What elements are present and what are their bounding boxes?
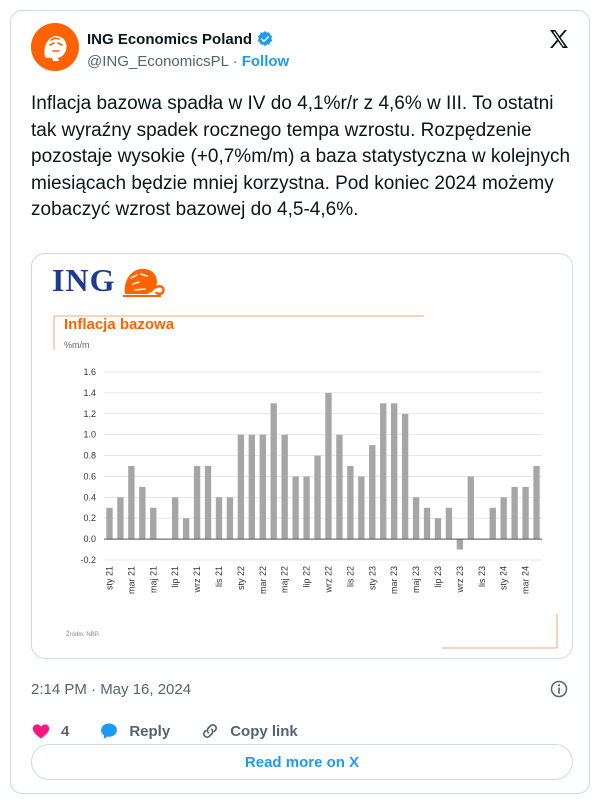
bar bbox=[391, 403, 397, 539]
x-tick-label: sty 21 bbox=[104, 566, 115, 591]
y-tick-label: 0.8 bbox=[83, 450, 96, 461]
bar bbox=[117, 497, 123, 539]
like-button[interactable] bbox=[31, 721, 69, 741]
x-tick-label: wrz 22 bbox=[323, 566, 334, 593]
bar bbox=[183, 518, 189, 539]
x-logo-icon[interactable] bbox=[547, 27, 571, 51]
bar bbox=[314, 456, 320, 540]
author-handle[interactable]: @ING_EconomicsPL bbox=[87, 53, 229, 70]
reply-label: Reply bbox=[129, 722, 171, 740]
copy-link-label: Copy link bbox=[230, 722, 298, 740]
bar bbox=[303, 476, 309, 539]
x-tick-label: lip 22 bbox=[301, 566, 312, 588]
x-tick-label: wrz 21 bbox=[192, 566, 203, 593]
bar bbox=[281, 435, 287, 539]
y-tick-label: 0.2 bbox=[83, 513, 96, 524]
author-name-row bbox=[87, 30, 274, 48]
ing-logo-text: ING bbox=[52, 262, 116, 298]
bar bbox=[150, 508, 156, 539]
x-tick-label: lip 21 bbox=[170, 566, 181, 588]
bar bbox=[490, 508, 496, 539]
bar bbox=[260, 435, 266, 539]
tweet-timestamp[interactable]: 2:14 PM · May 16, 2024 bbox=[31, 681, 192, 698]
x-tick-label: mar 24 bbox=[520, 566, 531, 595]
y-tick-label: 1.0 bbox=[83, 429, 96, 440]
x-tick-label: maj 22 bbox=[279, 566, 290, 594]
x-tick-label: mar 22 bbox=[257, 566, 268, 595]
bar bbox=[106, 508, 112, 539]
read-more-button[interactable]: Read more on X bbox=[31, 744, 573, 780]
reply-button[interactable] bbox=[99, 721, 170, 741]
x-tick-label: sty 22 bbox=[235, 566, 246, 591]
bar bbox=[227, 497, 233, 539]
bar bbox=[468, 476, 474, 539]
x-tick-label: maj 23 bbox=[411, 566, 422, 594]
x-tick-label: maj 21 bbox=[148, 566, 159, 594]
verified-badge-icon bbox=[256, 30, 274, 48]
x-tick-label: sty 24 bbox=[498, 566, 509, 591]
bar bbox=[128, 466, 134, 539]
bar bbox=[292, 476, 298, 539]
follow-button[interactable]: Follow bbox=[241, 53, 290, 70]
bar bbox=[238, 435, 244, 539]
bar bbox=[446, 508, 452, 539]
y-tick-label: 1.4 bbox=[83, 387, 96, 398]
y-tick-label: 1.6 bbox=[83, 367, 96, 377]
bar bbox=[457, 539, 463, 549]
author-name[interactable]: ING Economics Poland bbox=[87, 30, 253, 48]
separator-dot: · bbox=[232, 53, 238, 70]
heart-icon bbox=[31, 721, 51, 741]
chart-source: Źródło: NBP. bbox=[66, 632, 100, 638]
link-icon bbox=[200, 721, 220, 741]
tweet-card bbox=[10, 10, 590, 794]
copy-link-button[interactable] bbox=[200, 721, 298, 741]
x-tick-label: lis 21 bbox=[213, 566, 224, 588]
bar bbox=[325, 393, 331, 539]
bar-chart bbox=[32, 364, 572, 644]
bar bbox=[511, 487, 517, 539]
tweet-text: Inflacja bazowa spadła w IV do 4,1%r/r z 4,6% w III. To ostatni tak wyraźny spadek rocznego tempa wzrostu. Rozpędzenie pozostaje wysokie (+0,7%m/m) a baza statystyczna w kolejnych miesiącach będzie mniej korzystna. Pod koniec 2024 możemy zobaczyć wzrost bazowej do 4,5-4,6%. bbox=[31, 93, 576, 220]
tweet-actions bbox=[31, 721, 328, 741]
bar bbox=[205, 466, 211, 539]
x-tick-label: mar 23 bbox=[389, 566, 400, 595]
y-tick-label: 0.4 bbox=[83, 492, 96, 503]
chart-title: Inflacja bazowa bbox=[64, 316, 175, 333]
bar bbox=[533, 466, 539, 539]
chart-unit-label: %m/m bbox=[64, 340, 90, 350]
y-tick-label: -0.2 bbox=[80, 555, 96, 565]
bar bbox=[271, 403, 277, 539]
bar bbox=[402, 414, 408, 539]
x-tick-label: wrz 23 bbox=[454, 566, 465, 593]
bar bbox=[358, 476, 364, 539]
y-tick-label: 1.2 bbox=[83, 408, 96, 419]
x-tick-label: mar 21 bbox=[126, 566, 137, 595]
bar bbox=[522, 487, 528, 539]
x-tick-label: lip 23 bbox=[432, 566, 443, 588]
bar bbox=[500, 497, 506, 539]
y-tick-label: 0.6 bbox=[83, 471, 96, 482]
y-tick-label: 0.0 bbox=[83, 534, 96, 545]
x-tick-label: sty 23 bbox=[367, 566, 378, 591]
bar bbox=[413, 497, 419, 539]
bar bbox=[249, 435, 255, 539]
reply-icon bbox=[99, 721, 119, 741]
author-avatar[interactable] bbox=[31, 23, 79, 71]
bar bbox=[194, 466, 200, 539]
bar bbox=[347, 466, 353, 539]
like-count: 4 bbox=[61, 722, 70, 740]
bar bbox=[139, 487, 145, 539]
bar bbox=[216, 497, 222, 539]
bar bbox=[424, 508, 430, 539]
bar bbox=[369, 445, 375, 539]
info-icon[interactable] bbox=[549, 679, 569, 699]
bar bbox=[336, 435, 342, 539]
lion-logo-icon bbox=[31, 23, 79, 71]
bar bbox=[172, 497, 178, 539]
x-tick-label: lis 22 bbox=[345, 566, 356, 588]
bar bbox=[435, 518, 441, 539]
handle-row bbox=[87, 53, 289, 70]
x-tick-label: lis 23 bbox=[476, 566, 487, 588]
tweet-media-image[interactable] bbox=[31, 253, 573, 659]
bar bbox=[380, 403, 386, 539]
